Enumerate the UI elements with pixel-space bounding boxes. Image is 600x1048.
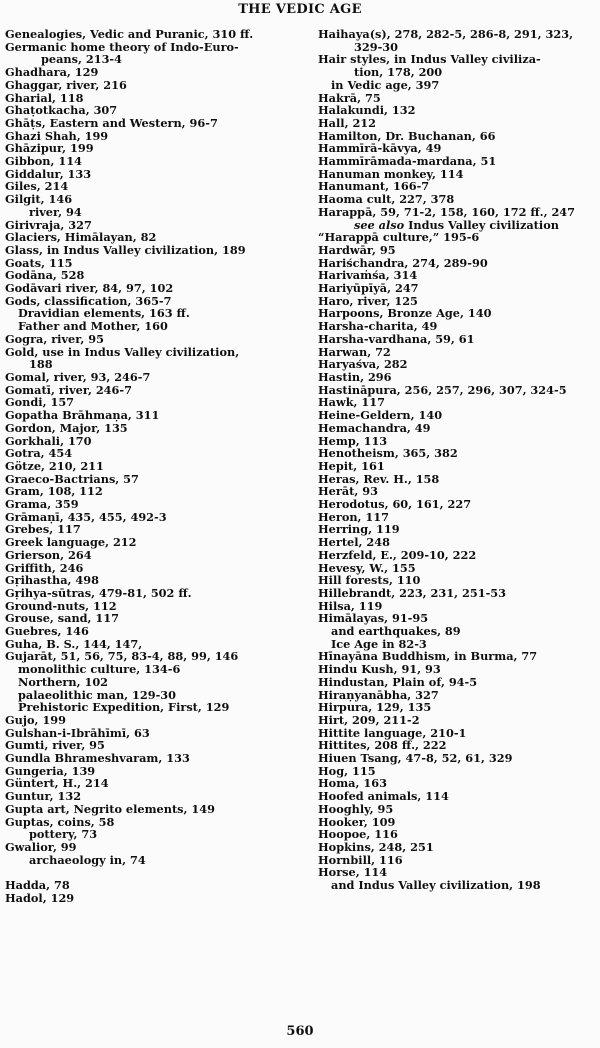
index-entry: Godāna, 528 xyxy=(5,268,85,283)
index-entry: Hadol, 129 xyxy=(5,890,75,905)
index-entry: Gorkhali, 170 xyxy=(5,433,92,448)
index-entry: Guha, B. S., 144, 147, xyxy=(5,636,143,651)
index-entry: Hirt, 209, 211-2 xyxy=(318,712,420,727)
index-entry: Hemachandra, 49 xyxy=(318,420,431,435)
index-entry: Hittite language, 210-1 xyxy=(318,725,467,740)
index-entry: Ghaggar, river, 216 xyxy=(5,77,127,92)
index-entry: Henotheism, 365, 382 xyxy=(318,446,458,461)
index-entry: Gujarāt, 51, 56, 75, 83-4, 88, 99, 146 xyxy=(5,649,239,664)
index-subentry: tion, 178, 200 xyxy=(354,65,443,80)
index-column-left xyxy=(5,28,295,905)
index-entry: Hammīrāmada-mardana, 51 xyxy=(318,154,497,169)
index-entry: Grierson, 264 xyxy=(5,547,92,562)
index-entry: Haryaśva, 282 xyxy=(318,357,408,372)
index-entry: Hornbill, 116 xyxy=(318,852,403,867)
index-entry: Gulshan-i-Ibrāhīmī, 63 xyxy=(5,725,150,740)
index-entry: Guptas, coins, 58 xyxy=(5,814,115,829)
index-entry: Haro, river, 125 xyxy=(318,293,418,308)
index-subentry: archaeology in, 74 xyxy=(29,852,146,867)
index-entry: Hemp, 113 xyxy=(318,433,388,448)
index-entry: Grebes, 117 xyxy=(5,522,81,537)
index-entry: Hiraṇyanābha, 327 xyxy=(318,687,439,702)
index-entry: Germanic home theory of Indo-Euro- xyxy=(5,39,239,54)
index-entry: Gotra, 454 xyxy=(5,446,73,461)
index-entry: Gwalior, 99 xyxy=(5,840,77,854)
index-subentry: and Indus Valley civilization, 198 xyxy=(331,878,541,893)
index-entry: Harsha-charita, 49 xyxy=(318,319,438,334)
index-entry: “Harappā culture,” 195-6 xyxy=(318,230,480,245)
index-entry: Gilgit, 146 xyxy=(5,192,73,207)
index-entry: Herzfeld, E., 209-10, 222 xyxy=(318,547,477,562)
index-entry: Hill forests, 110 xyxy=(318,573,421,588)
index-entry: Grama, 359 xyxy=(5,497,79,512)
index-entry: Ghāzipur, 199 xyxy=(5,141,94,156)
running-head: THE VEDIC AGE xyxy=(238,2,362,17)
index-subentry: and earthquakes, 89 xyxy=(331,624,461,639)
index-entry: Hillebrandt, 223, 231, 251-53 xyxy=(318,585,506,600)
index-entry: Gumti, river, 95 xyxy=(5,738,105,753)
index-entry: Gibbon, 114 xyxy=(5,154,82,169)
index-subentry: see also Indus Valley civilization xyxy=(354,217,559,232)
index-entry: Harivaṁśa, 314 xyxy=(318,268,418,283)
index-entry: Hastin, 296 xyxy=(318,369,392,384)
index-entry: Gopatha Brāhmaṇa, 311 xyxy=(5,408,160,423)
index-column-right xyxy=(318,28,598,892)
index-entry: Hair styles, in Indus Valley civiliza- xyxy=(318,52,541,67)
index-entry: Giddalur, 133 xyxy=(5,166,92,181)
index-entry: Glaciers, Himālayan, 82 xyxy=(5,230,157,245)
index-entry: Gondi, 157 xyxy=(5,395,75,410)
index-entry: Glass, in Indus Valley civilization, 189 xyxy=(5,242,246,257)
index-entry: Gungeria, 139 xyxy=(5,763,96,778)
index-entry: Ghadhara, 129 xyxy=(5,65,99,80)
index-subentry: peans, 213-4 xyxy=(41,52,122,67)
index-subentry: 188 xyxy=(29,357,53,372)
index-entry: Hooker, 109 xyxy=(318,814,396,829)
index-entry: Haihaya(s), 278, 282-5, 286-8, 291, 323, xyxy=(318,27,574,41)
index-subentry: monolithic culture, 134-6 xyxy=(18,662,181,677)
index-entry: Gordon, Major, 135 xyxy=(5,420,128,435)
index-entry: Gomal, river, 93, 246-7 xyxy=(5,369,151,384)
index-entry: Griffith, 246 xyxy=(5,560,84,575)
index-entry: Ghaṭotkacha, 307 xyxy=(5,103,118,118)
index-entry: Himālayas, 91-95 xyxy=(318,611,429,626)
index-entry: Herring, 119 xyxy=(318,522,400,537)
index-entry: Ghāṭs, Eastern and Western, 96-7 xyxy=(5,115,218,130)
index-entry: Hog, 115 xyxy=(318,763,376,778)
index-subentry: Northern, 102 xyxy=(18,674,109,689)
index-entry: Ghazi Shah, 199 xyxy=(5,128,109,143)
index-subentry: Dravidian elements, 163 ff. xyxy=(18,306,190,321)
index-entry: Harpoons, Bronze Age, 140 xyxy=(318,306,492,321)
index-entry: Goats, 115 xyxy=(5,255,73,270)
index-entry: Gṛihastha, 498 xyxy=(5,573,99,588)
index-entry: Heine-Geldern, 140 xyxy=(318,408,443,423)
index-subentry: palaeolithic man, 129-30 xyxy=(18,687,177,702)
index-entry: Hastināpura, 256, 257, 296, 307, 324-5 xyxy=(318,382,567,397)
index-entry: Hoofed animals, 114 xyxy=(318,789,449,804)
index-entry: Genealogies, Vedic and Puranic, 310 ff. xyxy=(5,27,254,41)
index-entry: Hindu Kush, 91, 93 xyxy=(318,662,441,677)
index-entry: Halakundi, 132 xyxy=(318,103,416,118)
index-entry: Hopkins, 248, 251 xyxy=(318,840,434,854)
index-entry: Heron, 117 xyxy=(318,509,390,524)
index-entry: Hanuman monkey, 114 xyxy=(318,166,464,181)
index-entry: Gods, classification, 365-7 xyxy=(5,293,172,308)
index-entry: Gogra, river, 95 xyxy=(5,331,104,346)
index-entry: Guebres, 146 xyxy=(5,624,89,639)
index-entry: Götze, 210, 211 xyxy=(5,458,104,473)
index-entry: Herāt, 93 xyxy=(318,484,378,499)
index-entry: Grouse, sand, 117 xyxy=(5,611,120,626)
index-subentry: in Vedic age, 397 xyxy=(331,77,440,92)
index-entry: Gundla Bhrameshvaram, 133 xyxy=(5,751,190,766)
index-entry: Gomatī, river, 246-7 xyxy=(5,382,132,397)
index-entry: Gujo, 199 xyxy=(5,712,66,727)
index-entry: Greek language, 212 xyxy=(5,535,137,550)
index-entry: Grāmaṇī, 435, 455, 492-3 xyxy=(5,509,167,524)
index-entry: Giles, 214 xyxy=(5,179,69,194)
index-subentry: Prehistoric Expedition, First, 129 xyxy=(18,700,230,715)
index-entry: Heras, Rev. H., 158 xyxy=(318,471,440,486)
index-entry: Hadda, 78 xyxy=(5,878,70,893)
index-entry: Graeco-Bactrians, 57 xyxy=(5,471,139,486)
index-entry: Hammīrā-kāvya, 49 xyxy=(318,141,442,156)
index-subentry: 329-30 xyxy=(354,39,398,54)
index-subentry: Father and Mother, 160 xyxy=(18,319,168,334)
index-entry: Hiuen Tsang, 47-8, 52, 61, 329 xyxy=(318,751,513,766)
index-entry: Haoma cult, 227, 378 xyxy=(318,192,455,207)
index-entry: Harwan, 72 xyxy=(318,344,391,359)
index-entry: Ground-nuts, 112 xyxy=(5,598,117,613)
index-entry: Horse, 114 xyxy=(318,865,388,880)
index-entry: Gṛihya-sūtras, 479-81, 502 ff. xyxy=(5,585,192,600)
index-entry: Hevesy, W., 155 xyxy=(318,560,416,575)
index-entry: Hittites, 208 ff., 222 xyxy=(318,738,447,753)
index-entry: Hall, 212 xyxy=(318,115,377,130)
index-subentry: pottery, 73 xyxy=(29,827,98,842)
index-entry: Hooghly, 95 xyxy=(318,801,394,816)
index-entry: Hariśchandra, 274, 289-90 xyxy=(318,255,488,270)
page-number: 560 xyxy=(286,1024,314,1039)
index-entry: Hertel, 248 xyxy=(318,535,390,550)
index-entry: Girivraja, 327 xyxy=(5,217,92,232)
index-entry: Hamilton, Dr. Buchanan, 66 xyxy=(318,128,496,143)
index-entry: Herodotus, 60, 161, 227 xyxy=(318,497,472,512)
index-entry: Hoopoe, 116 xyxy=(318,827,398,842)
index-entry: Hindustan, Plain of, 94-5 xyxy=(318,674,478,689)
index-entry: Hawk, 117 xyxy=(318,395,385,410)
index-entry: Harsha-vardhana, 59, 61 xyxy=(318,331,475,346)
index-entry: Guntur, 132 xyxy=(5,789,82,804)
index-entry: Hariyūpīyā, 247 xyxy=(318,281,419,296)
index-entry: Gupta art, Negrito elements, 149 xyxy=(5,801,215,816)
index-entry: Godāvari river, 84, 97, 102 xyxy=(5,281,174,296)
index-entry: Hirpura, 129, 135 xyxy=(318,700,432,715)
index-entry: Gharial, 118 xyxy=(5,90,84,105)
index-entry: Gold, use in Indus Valley civilization, xyxy=(5,344,240,359)
index-entry: Hakrā, 75 xyxy=(318,90,381,105)
index-entry: Hanumant, 166-7 xyxy=(318,179,430,194)
index-entry: Hīnayāna Buddhism, in Burma, 77 xyxy=(318,649,538,664)
index-entry: Hepit, 161 xyxy=(318,458,385,473)
index-entry: Hardwār, 95 xyxy=(318,242,396,257)
index-subentry: river, 94 xyxy=(29,204,82,219)
index-entry: Hilsa, 119 xyxy=(318,598,383,613)
index-entry: Homa, 163 xyxy=(318,776,387,791)
index-entry: Harappā, 59, 71-2, 158, 160, 172 ff., 247 xyxy=(318,204,576,219)
index-subentry: Ice Age in 82-3 xyxy=(331,636,427,651)
index-entry: Güntert, H., 214 xyxy=(5,776,109,791)
index-entry: Gram, 108, 112 xyxy=(5,484,103,499)
